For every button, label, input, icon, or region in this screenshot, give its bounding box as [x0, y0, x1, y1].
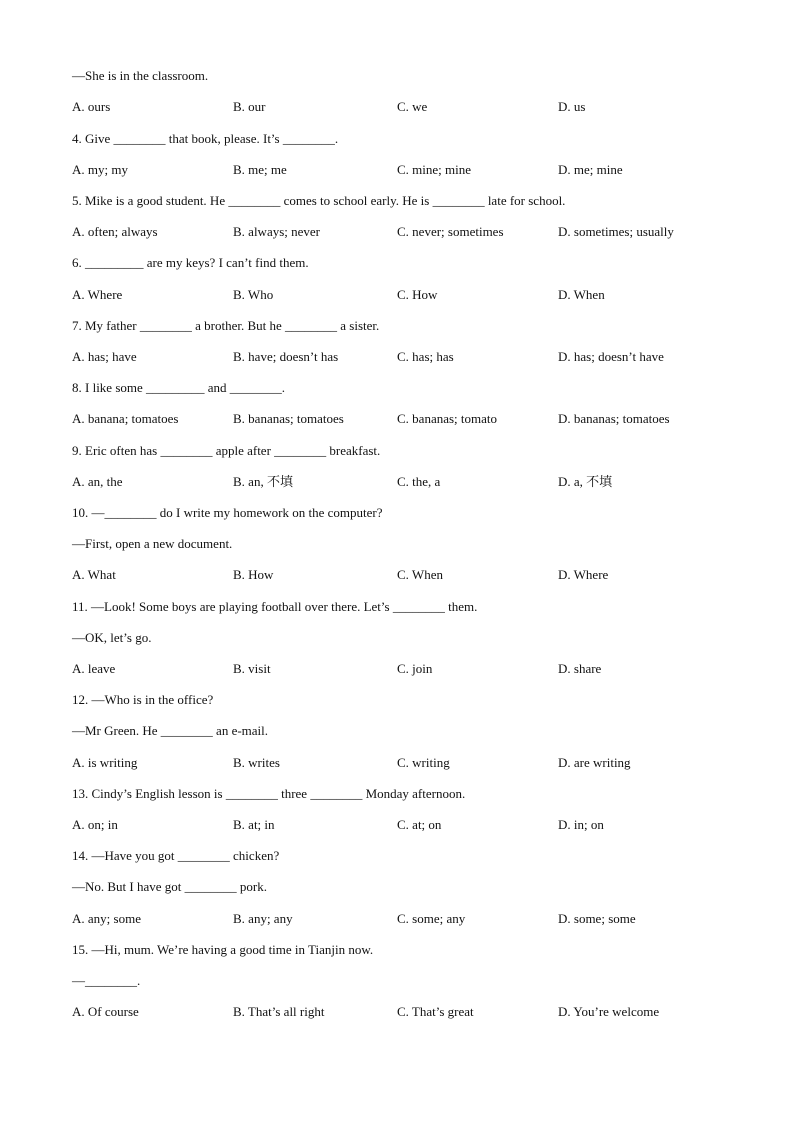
option-c: C. bananas; tomato [397, 411, 498, 426]
question-4-stem: 4. Give ________ that book, please. It’s ________. [72, 131, 339, 146]
option-b: B. always; never [233, 224, 321, 239]
question-8-options [72, 411, 722, 427]
question-11-options [72, 661, 722, 677]
option-d: D. us [558, 99, 586, 114]
question-10-options [72, 567, 722, 583]
question-12-stem: 12. —Who is in the office? [72, 692, 214, 707]
question-4-options [72, 162, 722, 178]
question-6-options [72, 287, 722, 303]
option-a: A. on; in [72, 817, 118, 832]
question-13-options [72, 817, 722, 833]
option-a: A. Of course [72, 1004, 139, 1019]
option-d: D. me; mine [558, 162, 623, 177]
question-5-stem: 5. Mike is a good student. He ________ comes to school early. He is ________ late for school. [72, 193, 566, 208]
option-d: D. some; some [558, 911, 636, 926]
option-b: B. any; any [233, 911, 293, 926]
question-12-options [72, 755, 722, 771]
question-3-options [72, 99, 722, 115]
question-10-stem: 10. —________ do I write my homework on the computer? [72, 505, 383, 520]
option-b: B. visit [233, 661, 271, 676]
option-a: A. Where [72, 287, 123, 302]
option-d: D. share [558, 661, 602, 676]
option-a: A. an, the [72, 474, 123, 489]
option-d: D. Where [558, 567, 609, 582]
option-c: C. writing [397, 755, 450, 770]
option-a: A. What [72, 567, 116, 582]
option-b: B. at; in [233, 817, 275, 832]
option-c: C. some; any [397, 911, 466, 926]
option-c: C. never; sometimes [397, 224, 504, 239]
option-c: C. has; has [397, 349, 454, 364]
option-a: A. has; have [72, 349, 137, 364]
option-d: D. a, 不填 [558, 474, 613, 489]
question-15-stem: 15. —Hi, mum. We’re having a good time in Tianjin now. [72, 942, 374, 957]
option-c: C. at; on [397, 817, 442, 832]
option-c: C. the, a [397, 474, 441, 489]
option-d: D. has; doesn’t have [558, 349, 664, 364]
question-11-reply: —OK, let’s go. [72, 630, 152, 645]
option-c: C. When [397, 567, 443, 582]
option-b: B. have; doesn’t has [233, 349, 339, 364]
option-b: B. writes [233, 755, 280, 770]
option-c: C. we [397, 99, 428, 114]
option-a: A. is writing [72, 755, 138, 770]
question-15-reply: —________. [72, 973, 141, 988]
question-8-stem: 8. I like some _________ and ________. [72, 380, 286, 395]
option-b: B. our [233, 99, 266, 114]
option-c: C. That’s great [397, 1004, 474, 1019]
option-b: B. Who [233, 287, 274, 302]
option-b: B. That’s all right [233, 1004, 325, 1019]
option-d: D. are writing [558, 755, 631, 770]
option-d: D. sometimes; usually [558, 224, 674, 239]
question-10-reply: —First, open a new document. [72, 536, 233, 551]
question-7-stem: 7. My father ________ a brother. But he ________ a sister. [72, 318, 380, 333]
option-a: A. often; always [72, 224, 158, 239]
option-b: B. How [233, 567, 274, 582]
question-15-options [72, 1004, 722, 1020]
option-c: C. How [397, 287, 438, 302]
option-a: A. leave [72, 661, 116, 676]
question-5-options [72, 224, 722, 240]
option-a: A. any; some [72, 911, 141, 926]
question-3-answer-line: —She is in the classroom. [72, 68, 209, 83]
option-a: A. my; my [72, 162, 128, 177]
question-9-options [72, 474, 722, 490]
option-b: B. an, 不填 [233, 474, 293, 489]
question-6-stem: 6. _________ are my keys? I can’t find them. [72, 255, 309, 270]
question-14-reply: —No. But I have got ________ pork. [72, 879, 267, 894]
question-11-stem: 11. —Look! Some boys are playing football over there. Let’s ________ them. [72, 599, 478, 614]
option-c: C. join [397, 661, 433, 676]
option-d: D. bananas; tomatoes [558, 411, 670, 426]
question-7-options [72, 349, 722, 365]
question-9-stem: 9. Eric often has ________ apple after ________ breakfast. [72, 443, 381, 458]
option-d: D. You’re welcome [558, 1004, 660, 1019]
option-a: A. banana; tomatoes [72, 411, 179, 426]
question-12-reply: —Mr Green. He ________ an e-mail. [72, 723, 269, 738]
option-c: C. mine; mine [397, 162, 472, 177]
question-14-options [72, 911, 722, 927]
option-b: B. bananas; tomatoes [233, 411, 344, 426]
option-d: D. When [558, 287, 605, 302]
option-a: A. ours [72, 99, 111, 114]
option-b: B. me; me [233, 162, 287, 177]
option-d: D. in; on [558, 817, 604, 832]
question-13-stem: 13. Cindy’s English lesson is ________ three ________ Monday afternoon. [72, 786, 466, 801]
question-14-stem: 14. —Have you got ________ chicken? [72, 848, 280, 863]
